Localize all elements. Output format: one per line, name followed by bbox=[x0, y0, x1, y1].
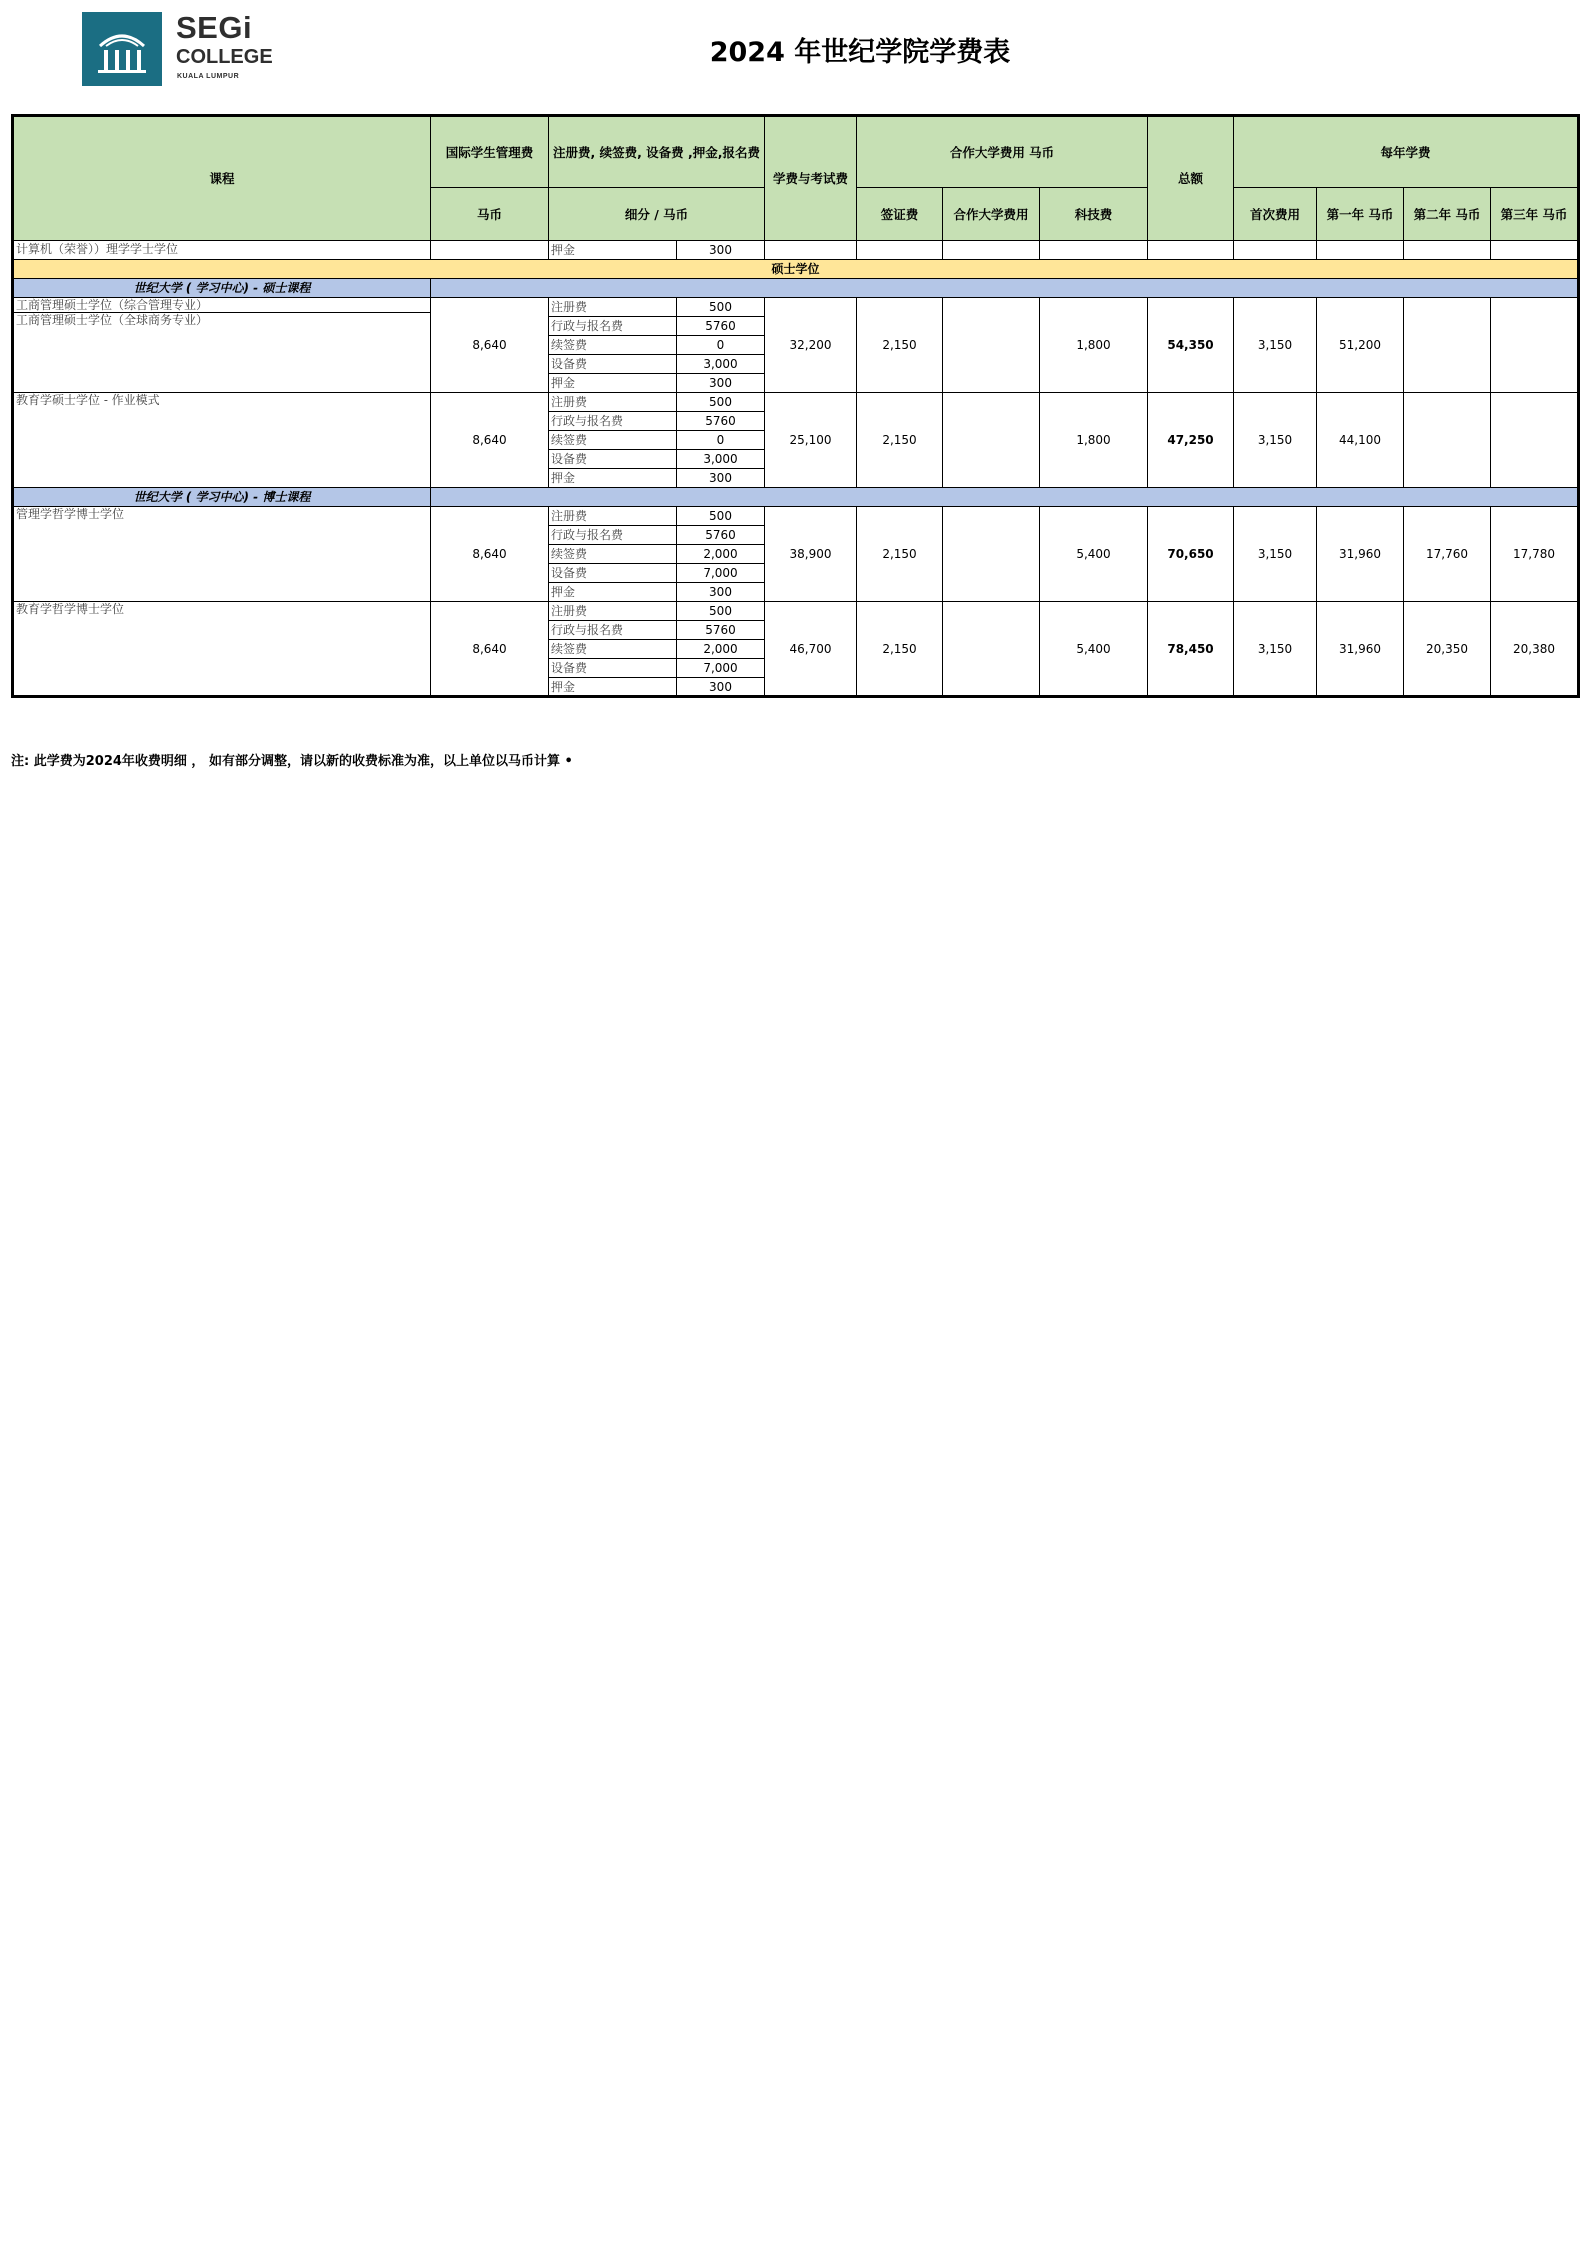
table-row: 教育学硕士学位 - 作业模式 8,640 注册费 500 25,100 2,150 1,800 47,250 3,150 44,100 bbox=[13, 393, 1579, 412]
total-fee: 54,350 bbox=[1148, 298, 1234, 393]
header-tech: 科技费 bbox=[1040, 188, 1148, 241]
logo-sub: COLLEGE bbox=[176, 46, 273, 68]
header-year3: 第三年 马币 bbox=[1491, 188, 1579, 241]
tech-fee: 5,400 bbox=[1040, 602, 1148, 697]
fee-table: 课程 国际学生管理费 注册费, 续签费, 设备费 ,押金,报名费 学费与考试费 合作大学费用 马币 总额 每年学费 马币 细分 / 马币 签证费 合作大学费用 科技费 首次费用 第一年 马币 第二年 马币 第三年 马币 计算机（荣誉））理学学士学位 押金 300 硕士学位 世纪大学 ( 学习中心) - 硕士课程 工商管理硕士学位（综合管理专业） 工商管理硕士学位（全球商务专业） 8,640 注册费 500 32,200 2,150 1,800 54,350 3,150 51,200 行政与报名费 5760 续签费 0 设备费 3,000 押金 300 教育学硕士学位 - 作业模式 8,640 注册费 500 25,100 2,150 1,800 47,250 3,150 44,100 行政与报名费 5760 续签费 0 设备费 3,000 押金 300 世纪大学 ( 学习中心) - 博士课程 管理学哲学博士学位 8,640 注册费 500 38,900 2,150 5,400 70,650 3,150 31,960 17,760 17,780 行政与报名费 5760 续签费 2,000 设备费 7,000 押金 300 教育学哲学博士学位 8,640 注册费 500 46,700 2,150 5,400 78,450 3,150 31,960 20,350 20,380 行政与报名费 5760 续签费 2,000 设备费 7,000 押金 300 bbox=[11, 114, 1580, 698]
year3-fee: 20,380 bbox=[1491, 602, 1579, 697]
table-row: 管理学哲学博士学位 8,640 注册费 500 38,900 2,150 5,400 70,650 3,150 31,960 17,760 17,780 bbox=[13, 507, 1579, 526]
sub-band-master: 世纪大学 ( 学习中心) - 硕士课程 bbox=[13, 279, 431, 298]
course-name: 计算机（荣誉））理学学士学位 bbox=[13, 241, 431, 260]
course-name: 教育学哲学博士学位 bbox=[13, 602, 431, 697]
table-row bbox=[13, 241, 1579, 260]
header-reg-group: 注册费, 续签费, 设备费 ,押金,报名费 bbox=[549, 116, 765, 188]
year1-fee: 31,960 bbox=[1317, 602, 1404, 697]
intl-fee: 8,640 bbox=[431, 507, 549, 602]
total-fee: 70,650 bbox=[1148, 507, 1234, 602]
header-myr: 马币 bbox=[431, 188, 549, 241]
first-fee: 3,150 bbox=[1234, 298, 1317, 393]
header-year2: 第二年 马币 bbox=[1404, 188, 1491, 241]
year3-fee bbox=[1491, 298, 1579, 393]
year2-fee bbox=[1404, 298, 1491, 393]
intl-fee: 8,640 bbox=[431, 602, 549, 697]
partner-fee bbox=[943, 602, 1040, 697]
tech-fee: 1,800 bbox=[1040, 298, 1148, 393]
year1-fee: 31,960 bbox=[1317, 507, 1404, 602]
page-title: 2024 年世纪学院学费表 bbox=[709, 37, 1011, 68]
tuition-fee: 32,200 bbox=[765, 298, 857, 393]
tech-fee: 5,400 bbox=[1040, 507, 1148, 602]
segi-logo bbox=[82, 12, 282, 88]
sub-band-phd: 世纪大学 ( 学习中心) - 博士课程 bbox=[13, 488, 431, 507]
header-visa: 签证费 bbox=[857, 188, 943, 241]
year2-fee: 17,760 bbox=[1404, 507, 1491, 602]
section-band-master: 硕士学位 bbox=[13, 260, 1579, 279]
fee-item-amount: 300 bbox=[677, 241, 765, 260]
header-total: 总额 bbox=[1148, 116, 1234, 241]
header-intl-fee: 国际学生管理费 bbox=[431, 116, 549, 188]
logo-brand: SEGi bbox=[176, 10, 253, 45]
year3-fee bbox=[1491, 393, 1579, 488]
intl-fee: 8,640 bbox=[431, 393, 549, 488]
header-breakdown: 细分 / 马币 bbox=[549, 188, 765, 241]
year3-fee: 17,780 bbox=[1491, 507, 1579, 602]
header-annual-group: 每年学费 bbox=[1234, 116, 1579, 188]
college-emblem-icon bbox=[82, 12, 162, 86]
visa-fee: 2,150 bbox=[857, 393, 943, 488]
table-row: 工商管理硕士学位（综合管理专业） 工商管理硕士学位（全球商务专业） 8,640 注册费 500 32,200 2,150 1,800 54,350 3,150 51,200 bbox=[13, 298, 1579, 317]
header-first-fee: 首次费用 bbox=[1234, 188, 1317, 241]
header-tuition-exam: 学费与考试费 bbox=[765, 116, 857, 241]
intl-fee: 8,640 bbox=[431, 298, 549, 393]
year2-fee: 20,350 bbox=[1404, 602, 1491, 697]
header-year1: 第一年 马币 bbox=[1317, 188, 1404, 241]
tech-fee: 1,800 bbox=[1040, 393, 1148, 488]
fee-item-label: 押金 bbox=[549, 241, 677, 260]
logo-city: KUALA LUMPUR bbox=[177, 73, 240, 80]
partner-fee bbox=[943, 393, 1040, 488]
tuition-fee: 25,100 bbox=[765, 393, 857, 488]
total-fee: 47,250 bbox=[1148, 393, 1234, 488]
course-name: 管理学哲学博士学位 bbox=[13, 507, 431, 602]
course-name: 工商管理硕士学位（综合管理专业） 工商管理硕士学位（全球商务专业） bbox=[13, 298, 431, 393]
tuition-fee: 38,900 bbox=[765, 507, 857, 602]
partner-fee bbox=[943, 298, 1040, 393]
year2-fee bbox=[1404, 393, 1491, 488]
course-name: 教育学硕士学位 - 作业模式 bbox=[13, 393, 431, 488]
visa-fee: 2,150 bbox=[857, 507, 943, 602]
header-course: 课程 bbox=[13, 116, 431, 241]
partner-fee bbox=[943, 507, 1040, 602]
year1-fee: 51,200 bbox=[1317, 298, 1404, 393]
header-partner-fee: 合作大学费用 bbox=[943, 188, 1040, 241]
tuition-fee: 46,700 bbox=[765, 602, 857, 697]
visa-fee: 2,150 bbox=[857, 602, 943, 697]
total-fee: 78,450 bbox=[1148, 602, 1234, 697]
first-fee: 3,150 bbox=[1234, 602, 1317, 697]
footnote: 注: 此学费为2024年收费明细 ， 如有部分调整，请以新的收费标准为准，以上单位以马币计算 • bbox=[11, 754, 573, 769]
table-row: 教育学哲学博士学位 8,640 注册费 500 46,700 2,150 5,400 78,450 3,150 31,960 20,350 20,380 bbox=[13, 602, 1579, 621]
visa-fee: 2,150 bbox=[857, 298, 943, 393]
first-fee: 3,150 bbox=[1234, 507, 1317, 602]
year1-fee: 44,100 bbox=[1317, 393, 1404, 488]
header-partner-group: 合作大学费用 马币 bbox=[857, 116, 1148, 188]
first-fee: 3,150 bbox=[1234, 393, 1317, 488]
